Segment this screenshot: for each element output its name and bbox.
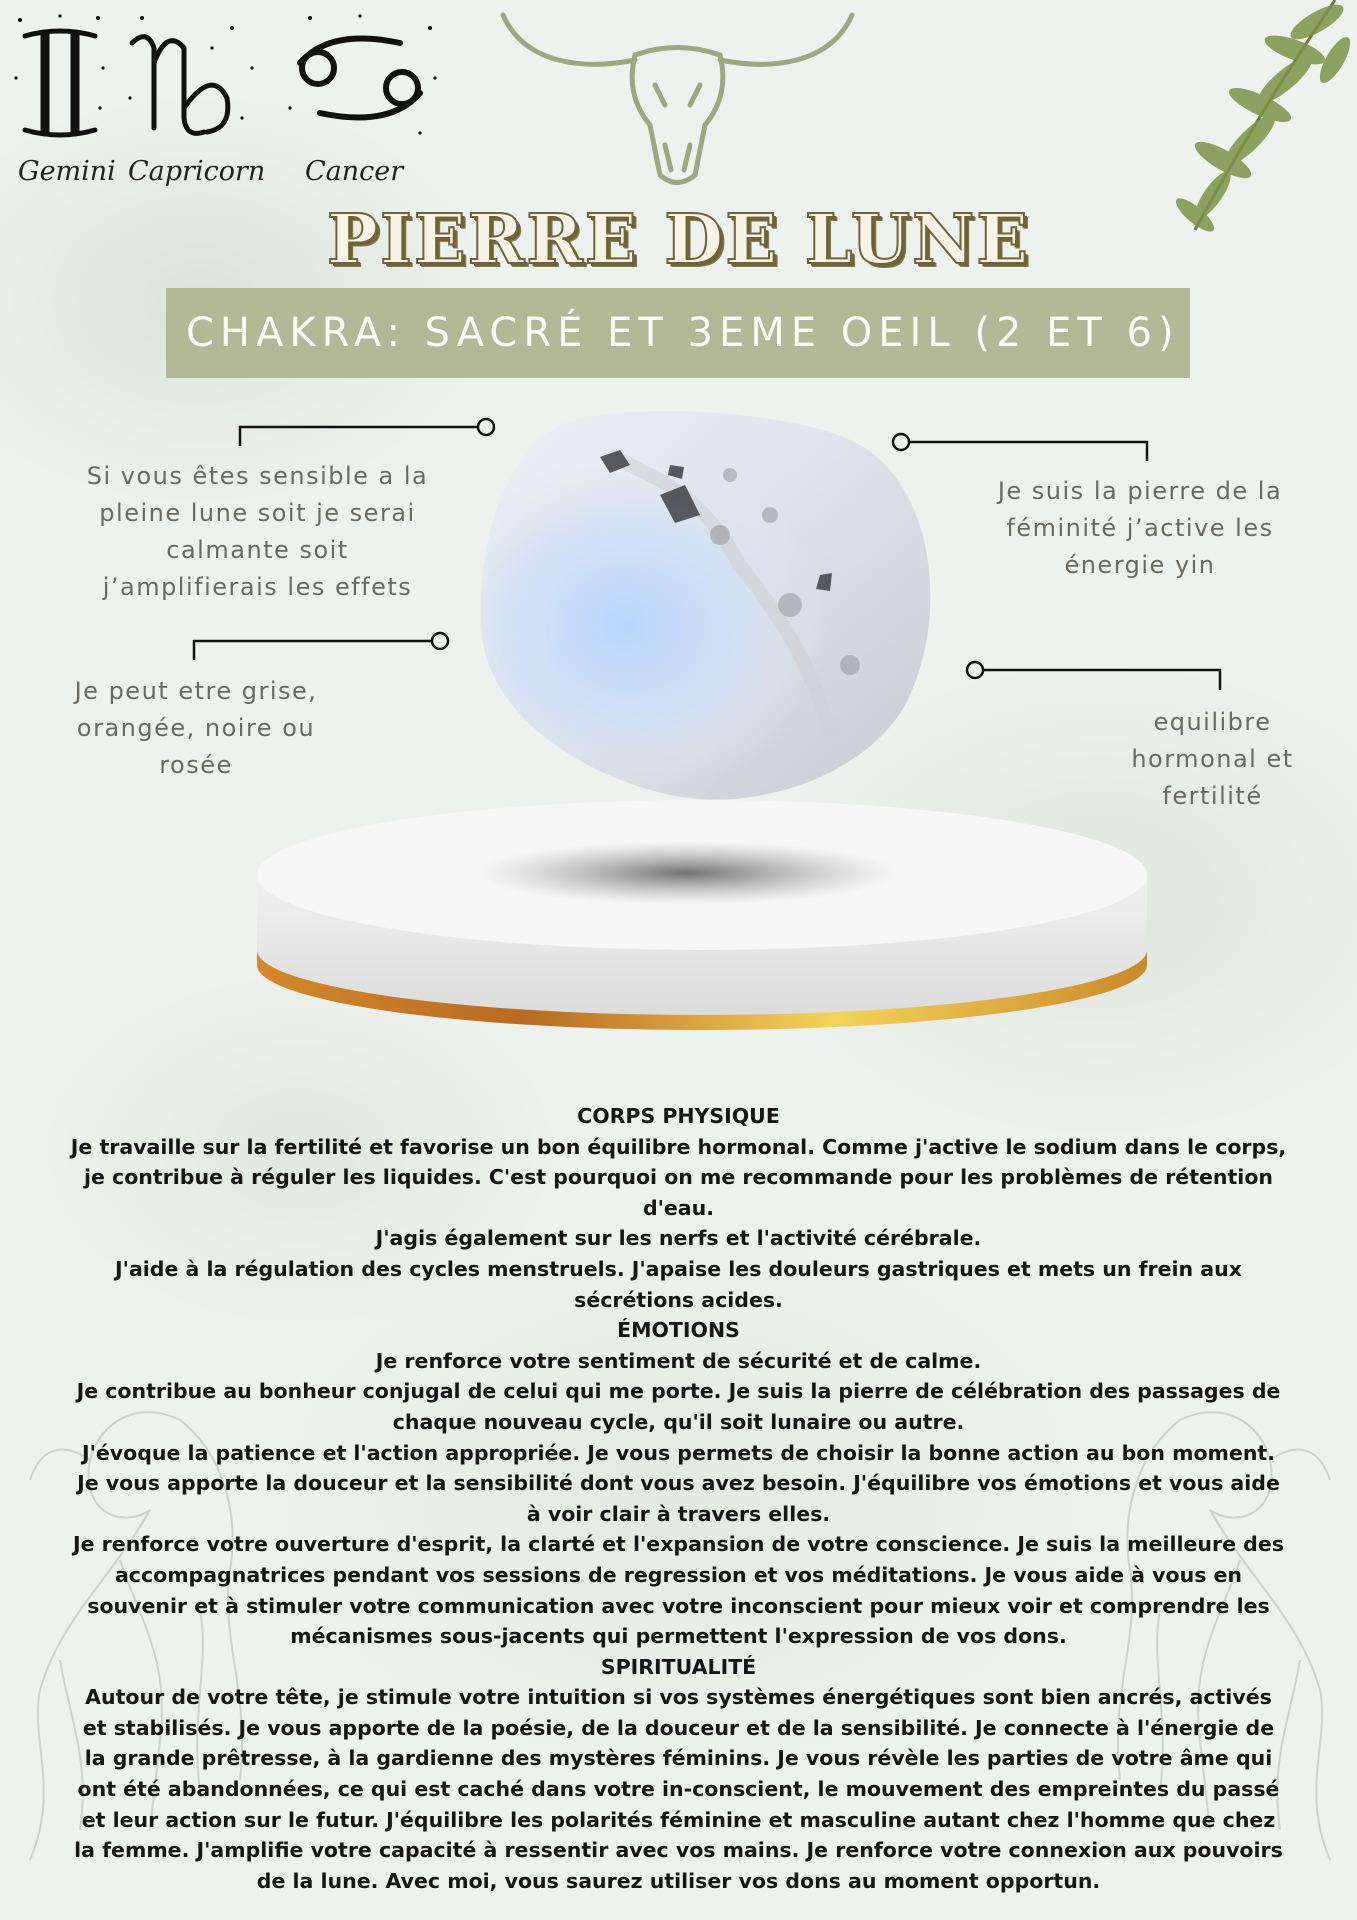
body-paragraph: Je renforce votre ouverture d'esprit, la clarté et l'expansion de votre conscience. Je suis la meilleure des accompagnatrices pendant vos sessions de regression et vos méditations. Je vous aide à vous en souvenir et à stimuler votre communication avec votre inconscient pour mieux voir et comprendre les mécanismes sous-jacents qui permettent l'expression de vos dons.: [73, 1532, 1284, 1649]
section-heading: SPIRITUALITÉ: [600, 1654, 757, 1679]
page-title: PIERRE DE LUNE: [326, 200, 1031, 280]
chakra-text: CHAKRA: SACRÉ ET 3EME OEIL (2 ET 6): [186, 310, 1180, 356]
section-heading: CORPS PHYSIQUE: [577, 1104, 780, 1128]
section-heading: ÉMOTIONS: [617, 1318, 740, 1343]
body-paragraph: J'agis également sur les nerfs et l'activité cérébrale.: [375, 1226, 982, 1251]
description-body: [70, 1101, 1287, 1896]
body-paragraph: J'évoque la patience et l'action appropriée. Je vous permets de choisir la bonne action au bon moment.: [81, 1440, 1275, 1465]
zodiac-label-gemini: Gemini: [18, 156, 116, 187]
body-paragraph: J'aide à la régulation des cycles menstruels. J'apaise les douleurs gastriques et mets un frein aux sécrétions acides.: [115, 1256, 1242, 1312]
note-hormonal: equilibre hormonal et fertilité: [1131, 708, 1294, 810]
body-paragraph: Je contribue au bonheur conjugal de celui qui me porte. Je suis la pierre de célébration des passages de chaque nouveau cycle, qu'il soit lunaire ou autre.: [76, 1379, 1281, 1434]
body-paragraph: Je travaille sur la fertilité et favorise un bon équilibre hormonal. Comme j'active le sodium dans le corps, je contribue à réguler les liquides. C'est pourquoi on me recommande pour les problèmes de rétention d'eau.: [70, 1134, 1287, 1220]
note-femininity: Je suis la pierre de la féminité j’active les énergie yin: [997, 477, 1283, 579]
note-sensitivity: Si vous êtes sensible a la pleine lune soit je serai calmante soit j’amplifierais les effets: [86, 462, 429, 601]
body-paragraph: Je renforce votre sentiment de sécurité et de calme.: [375, 1348, 982, 1373]
zodiac-label-capricorn: Capricorn: [128, 156, 266, 187]
body-paragraph: Je vous apporte la douceur et la sensibilité dont vous avez besoin. J'équilibre vos émotions et vous aide à voir clair à travers elles.: [77, 1471, 1280, 1526]
note-colors: Je peut etre grise, orangée, noire ou rosée: [74, 677, 318, 779]
body-paragraph: Autour de votre tête, je stimule votre intuition si vos systèmes énergétiques sont bien ancrés, activés et stabilisés. Je vous apporte de la poésie, de la douceur et de la sensibilité. Je connecte à l'énergie de la grande prêtresse, à la gardienne des mystères féminins. Je vous révèle les parties de votre âme qui ont été abandonnées, ce qui est caché dans votre in-conscient, le mouvement des empreintes du passé et leur action sur le futur. J'équilibre les polarités féminine et masculine autant chez l'homme que chez la femme. J'amplifie votre capacité à ressentir avec vos mains. Je renforce votre connexion aux pouvoirs de la lune. Avec moi, vous saurez utiliser vos dons au moment opportun.: [74, 1685, 1283, 1893]
pedestal-image: [255, 795, 1150, 1035]
zodiac-label-cancer: Cancer: [305, 156, 404, 187]
moonstone-image: [470, 405, 945, 805]
